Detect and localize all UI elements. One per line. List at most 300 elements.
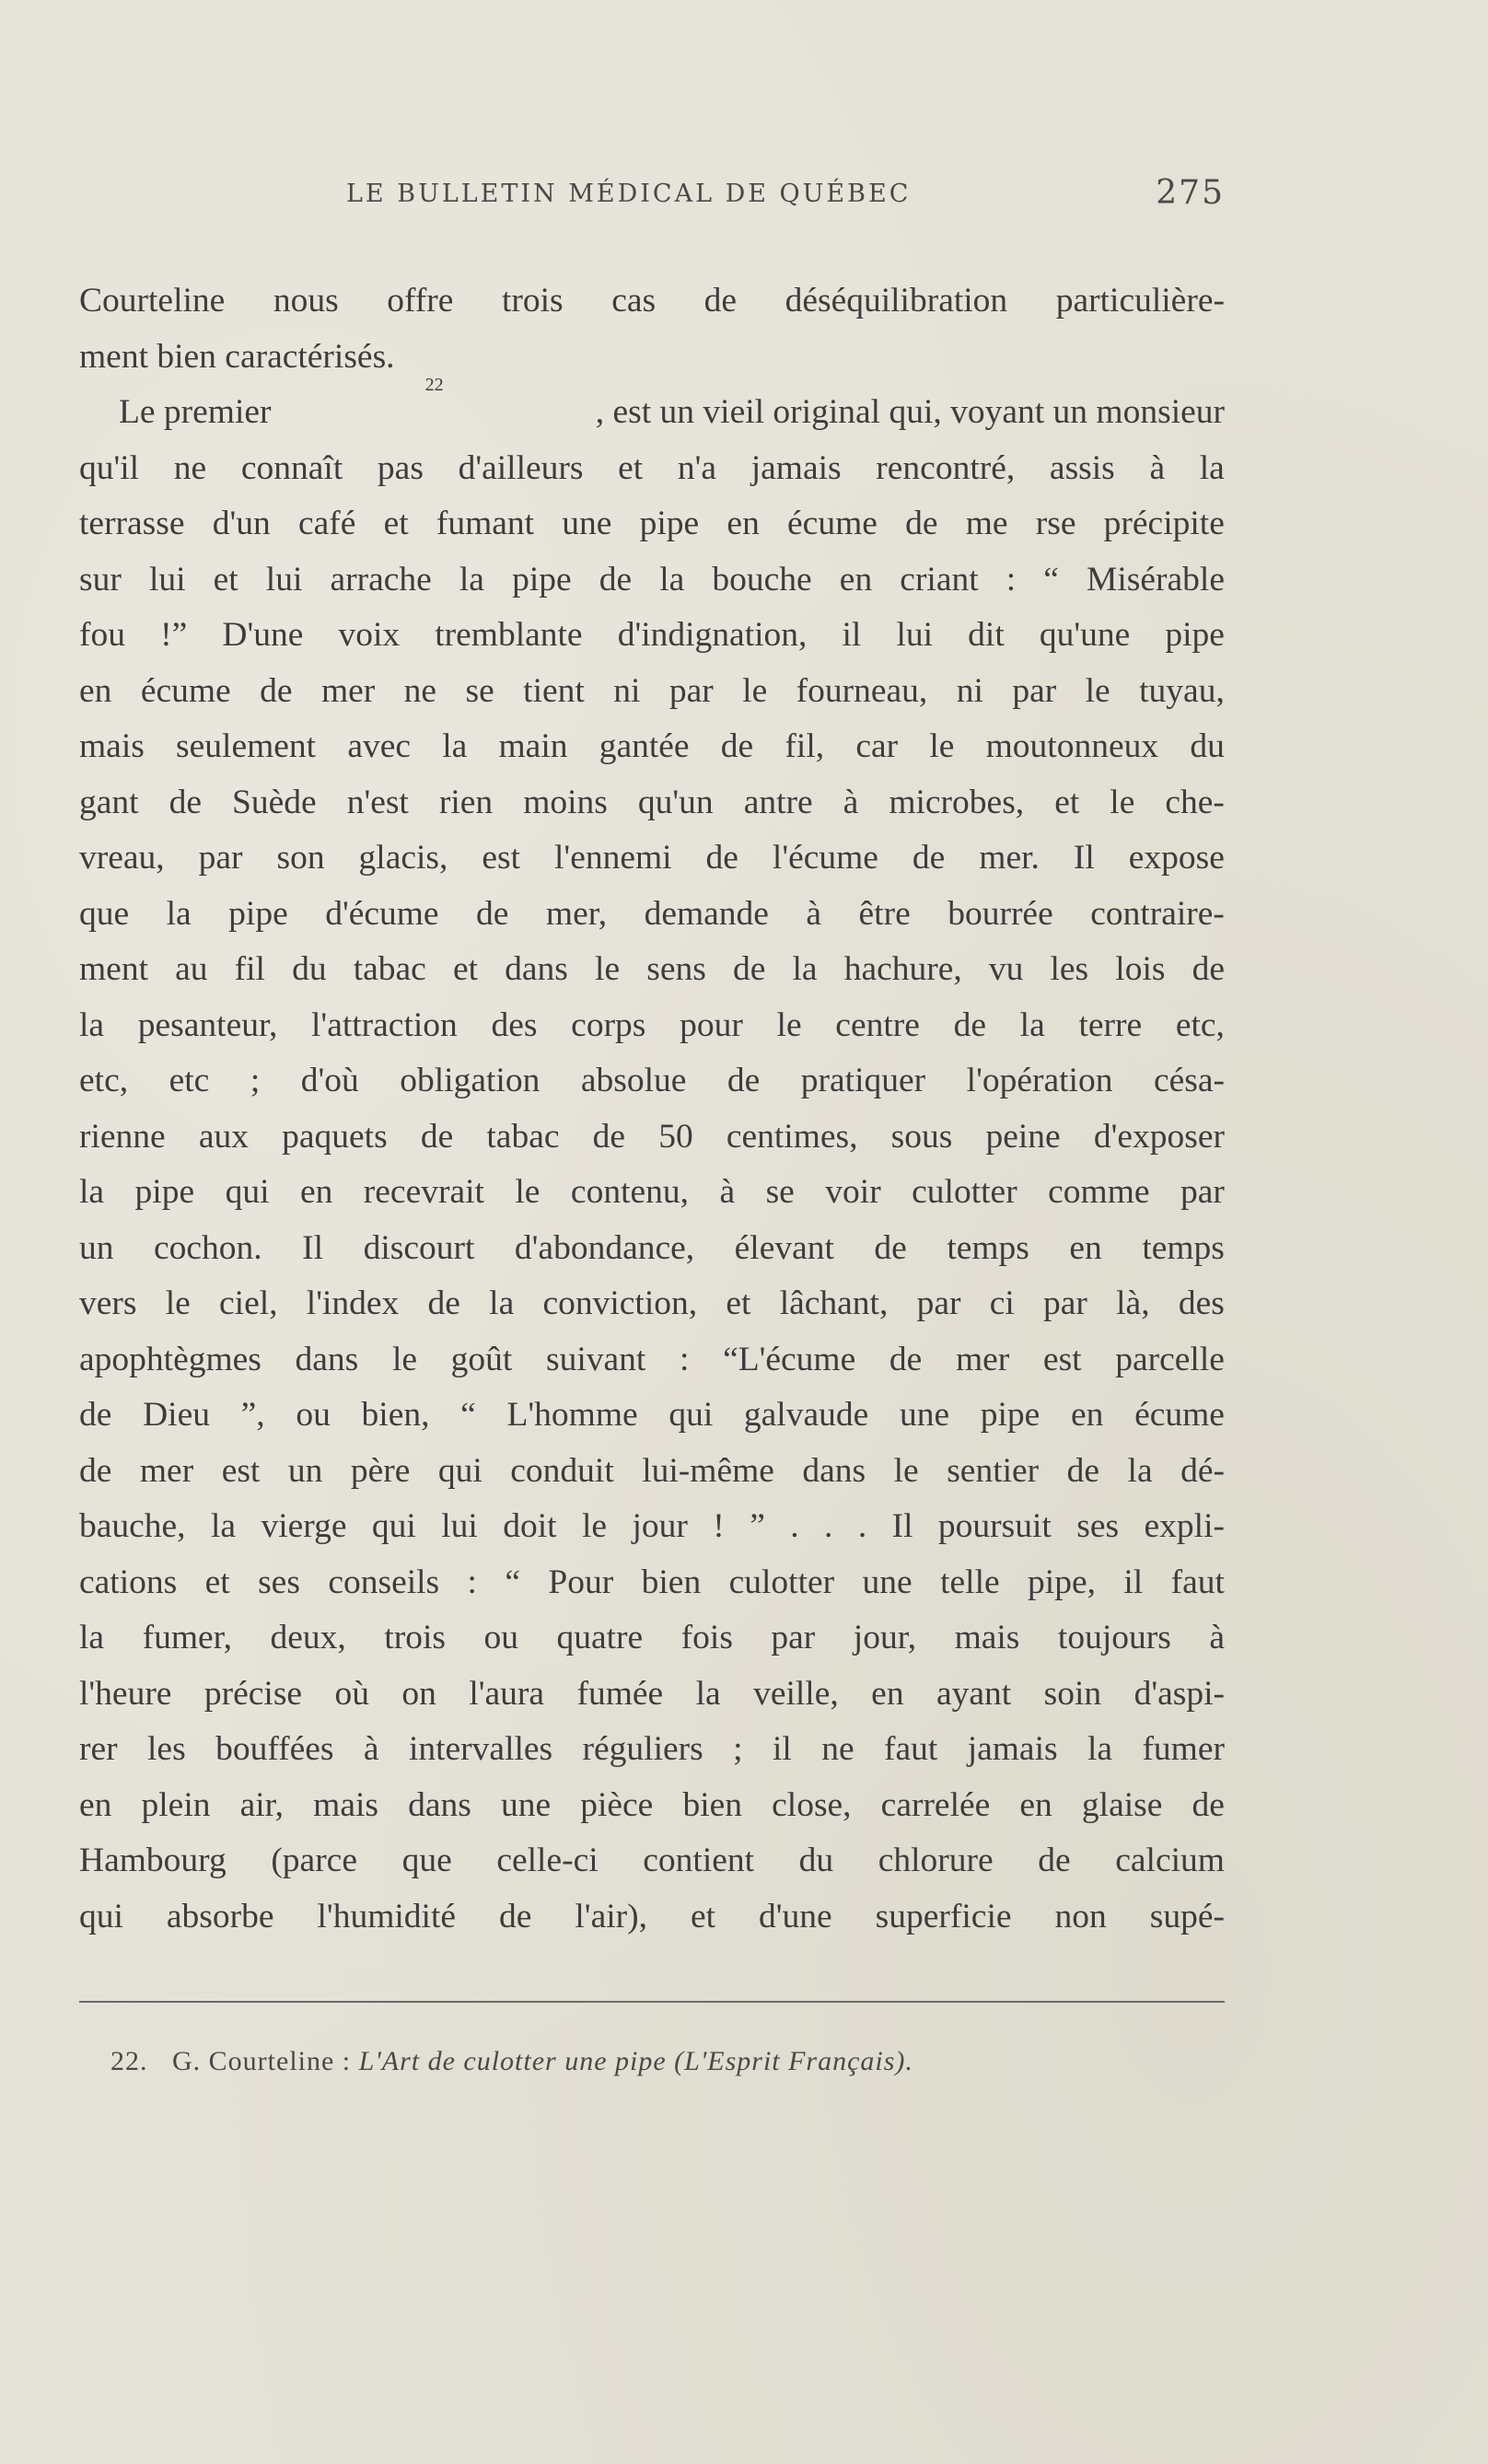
word: obligation xyxy=(400,1062,541,1099)
word: en xyxy=(1069,1228,1102,1267)
word: ni xyxy=(613,671,641,710)
word: une xyxy=(500,1785,552,1824)
word: à xyxy=(363,1730,379,1768)
text-line xyxy=(79,664,1225,720)
word: en xyxy=(727,505,760,542)
word: deux, xyxy=(270,1619,346,1656)
word: contient xyxy=(643,1842,755,1879)
word: et xyxy=(618,448,644,487)
word: moins xyxy=(523,783,608,821)
text-line xyxy=(79,1332,1225,1389)
word: connaît xyxy=(240,448,343,487)
word: bien xyxy=(682,1785,743,1824)
text-segment: , est un vieil original qui, voyant un monsieur xyxy=(595,393,1225,431)
word: un xyxy=(79,1228,114,1267)
word: en xyxy=(871,1674,904,1713)
word: de xyxy=(476,894,509,933)
word: le xyxy=(515,1173,541,1211)
word: à xyxy=(843,783,859,821)
word: des xyxy=(491,1005,538,1044)
word: élevant xyxy=(734,1228,834,1267)
word: d'une xyxy=(759,1897,832,1935)
word: de xyxy=(1192,950,1225,988)
word: il xyxy=(772,1730,792,1768)
word: jour xyxy=(632,1507,688,1545)
word: culotter xyxy=(912,1173,1017,1211)
word: intervalles xyxy=(408,1730,553,1768)
word: ”, xyxy=(240,1396,265,1434)
word: paquets xyxy=(282,1117,388,1156)
word: recevrait xyxy=(363,1173,484,1211)
word: ni xyxy=(956,671,983,710)
word: particulière- xyxy=(1055,282,1225,320)
word: mer, xyxy=(545,894,608,933)
word: ou xyxy=(296,1396,331,1434)
footnote-number: 22. xyxy=(110,2046,148,2076)
word: de xyxy=(592,1117,626,1156)
word: en xyxy=(299,1173,333,1211)
word: 50 xyxy=(658,1117,693,1156)
text-line xyxy=(79,1165,1225,1221)
word: qui xyxy=(668,1396,714,1434)
word: Suède xyxy=(232,783,317,821)
word: : xyxy=(679,1340,690,1378)
text-line xyxy=(79,719,1225,775)
word: cas xyxy=(611,282,657,320)
word: les xyxy=(147,1730,186,1768)
text-line xyxy=(79,1722,1225,1778)
word: le xyxy=(391,1340,418,1378)
word: fumer, xyxy=(142,1619,232,1656)
word: Pour xyxy=(548,1563,614,1601)
word: la xyxy=(166,894,192,933)
word: tremblante xyxy=(435,616,583,654)
word: à xyxy=(1149,448,1166,487)
footnote-divider xyxy=(79,2001,1225,2003)
word: conseils xyxy=(328,1563,440,1601)
word: mer xyxy=(139,1451,194,1490)
word: moutonneux xyxy=(985,727,1159,765)
word: pipe xyxy=(228,894,288,933)
word: seulement xyxy=(176,727,317,765)
word: goût xyxy=(450,1340,513,1378)
word: une xyxy=(562,505,612,542)
word: ; xyxy=(250,1062,261,1099)
word: en xyxy=(1071,1396,1104,1434)
word: se xyxy=(465,671,494,710)
word: de xyxy=(420,1117,454,1156)
footnote xyxy=(110,2046,913,2077)
word: fumant xyxy=(436,505,535,542)
word: antre xyxy=(743,783,813,821)
word: en xyxy=(1019,1785,1052,1824)
text-line xyxy=(79,1778,1225,1834)
word: vers xyxy=(79,1284,137,1322)
word: D'une xyxy=(222,616,304,654)
word: calcium xyxy=(1115,1842,1225,1879)
word: hachure, xyxy=(843,950,962,988)
word: la xyxy=(1199,448,1225,487)
text-line xyxy=(79,441,1225,497)
word: culotter xyxy=(728,1563,835,1601)
word: le xyxy=(595,950,621,988)
word: est xyxy=(221,1451,261,1490)
word: rienne xyxy=(79,1117,166,1156)
text-line-with-footnote-ref xyxy=(79,375,1225,441)
word: et xyxy=(726,1284,751,1322)
word: sens xyxy=(646,950,706,988)
word: pratiquer xyxy=(800,1062,926,1099)
word: fois xyxy=(680,1619,733,1656)
word: est xyxy=(1042,1340,1082,1378)
word: la xyxy=(210,1507,237,1545)
word: tabac xyxy=(486,1117,560,1156)
word: d'aspi- xyxy=(1133,1674,1225,1713)
word: là, xyxy=(1116,1284,1150,1322)
footnote-reference: 22 xyxy=(424,375,444,395)
word: ou xyxy=(483,1619,518,1656)
word: centre xyxy=(835,1005,920,1044)
footnote-work-title: L'Art de culotter une pipe xyxy=(358,2046,667,2076)
word: mais xyxy=(313,1785,378,1824)
word: du xyxy=(292,950,327,988)
word: il xyxy=(842,616,862,654)
word: on xyxy=(401,1674,436,1713)
word: corps xyxy=(571,1005,646,1044)
word: rien xyxy=(438,783,494,821)
word: Il xyxy=(1073,839,1095,877)
word: rer xyxy=(79,1730,118,1768)
word: de xyxy=(1038,1842,1071,1879)
word: ment xyxy=(79,950,148,988)
footnote-source: (L'Esprit Français). xyxy=(674,2046,913,2076)
word: d'exposer xyxy=(1093,1117,1225,1156)
word: close, xyxy=(772,1785,852,1824)
word: se xyxy=(765,1173,795,1211)
word: jamais xyxy=(967,1730,1058,1768)
word: que xyxy=(79,894,130,933)
word: de xyxy=(732,950,766,988)
word: poursuit xyxy=(937,1507,1052,1545)
word: rse xyxy=(1035,505,1076,542)
text-line xyxy=(79,273,1225,330)
text-segment: Le premier xyxy=(119,393,272,431)
word: glacis, xyxy=(358,839,448,877)
word: par xyxy=(198,839,243,877)
text-line xyxy=(79,1444,1225,1500)
word: de xyxy=(874,1228,907,1267)
word: rencontré, xyxy=(876,448,1016,487)
word: ses xyxy=(1076,1507,1120,1545)
word: qu'un xyxy=(637,783,714,821)
word: l'ennemi xyxy=(554,839,672,877)
word: d'ailleurs xyxy=(458,448,584,487)
text-line xyxy=(79,608,1225,664)
word: écume xyxy=(787,505,878,542)
word: précise xyxy=(203,1674,303,1713)
word: écume xyxy=(140,671,231,710)
word: d'abondance, xyxy=(514,1228,695,1267)
word: par xyxy=(771,1619,816,1656)
word: mer. xyxy=(979,839,1040,877)
word: la xyxy=(489,1284,515,1322)
word: le xyxy=(893,1451,919,1490)
word: de xyxy=(953,1005,986,1044)
word: chlorure xyxy=(878,1842,994,1879)
word: supé- xyxy=(1149,1897,1225,1935)
word: l'aura xyxy=(469,1674,545,1713)
word: tuyau, xyxy=(1139,671,1225,710)
word: Courteline xyxy=(79,282,226,320)
word: de xyxy=(720,727,754,765)
word: pièce xyxy=(580,1785,654,1824)
word: toujours xyxy=(1057,1619,1171,1656)
word: les xyxy=(1050,950,1089,988)
word: de xyxy=(889,1340,923,1378)
word: de xyxy=(499,1897,532,1935)
word: ” xyxy=(750,1507,765,1545)
word: sur xyxy=(79,560,122,599)
word: mais xyxy=(954,1619,1020,1656)
word: en xyxy=(79,1785,112,1824)
word: de xyxy=(705,839,738,877)
word: main xyxy=(498,727,568,765)
word: pesanteur, xyxy=(137,1005,278,1044)
word: air, xyxy=(239,1785,285,1824)
word: et xyxy=(1054,783,1080,821)
word: l'heure xyxy=(79,1674,172,1713)
word: vu xyxy=(988,950,1024,988)
word: l'opération xyxy=(966,1062,1113,1099)
footnote-author: G. Courteline : xyxy=(172,2046,352,2076)
word: : xyxy=(1006,560,1017,599)
word: tabac xyxy=(353,950,426,988)
word: la xyxy=(695,1674,721,1713)
word: microbes, xyxy=(889,783,1025,821)
word: glaise xyxy=(1081,1785,1163,1824)
text-line xyxy=(79,1667,1225,1723)
word: qui xyxy=(225,1173,270,1211)
word: pipe xyxy=(980,1396,1040,1434)
word: . xyxy=(790,1507,799,1545)
word: superficie xyxy=(875,1897,1012,1935)
word: déséquilibration xyxy=(785,282,1008,320)
word: une xyxy=(862,1563,913,1601)
word: d'indignation, xyxy=(617,616,808,654)
word: écume xyxy=(1134,1396,1225,1434)
word: absolue xyxy=(580,1062,687,1099)
word: “ xyxy=(1043,560,1059,599)
word: etc, xyxy=(1175,1005,1225,1044)
word: et xyxy=(204,1563,230,1601)
word: de xyxy=(79,1451,112,1490)
word: de xyxy=(1192,1785,1225,1824)
word: ses xyxy=(258,1563,300,1601)
word: dans xyxy=(505,950,568,988)
word: en xyxy=(839,560,873,599)
word: où xyxy=(334,1674,369,1713)
word: bien, xyxy=(361,1396,430,1434)
word: d'où xyxy=(300,1062,359,1099)
text-line xyxy=(79,1221,1225,1277)
word: contraire- xyxy=(1090,894,1225,933)
text-line xyxy=(79,887,1225,943)
word: père xyxy=(350,1451,411,1490)
word: fil xyxy=(234,950,265,988)
word: galvaude xyxy=(743,1396,869,1434)
text-line xyxy=(79,1610,1225,1667)
word: des xyxy=(1178,1284,1225,1322)
word: de xyxy=(169,783,202,821)
word: faut xyxy=(1170,1563,1225,1601)
word: ! xyxy=(713,1507,725,1545)
word: etc, xyxy=(79,1062,129,1099)
word: qu'il xyxy=(79,448,140,487)
word: une xyxy=(899,1396,950,1434)
word: et xyxy=(383,505,409,542)
word: suivant xyxy=(546,1340,646,1378)
word: expose xyxy=(1128,839,1225,877)
word: expli- xyxy=(1144,1507,1225,1545)
word: lâchant, xyxy=(779,1284,889,1322)
word: d'écume xyxy=(325,894,439,933)
word: est xyxy=(482,839,521,877)
text-line xyxy=(79,1110,1225,1166)
word: de xyxy=(912,839,946,877)
word: parcelle xyxy=(1115,1340,1225,1378)
word: il xyxy=(1123,1563,1144,1601)
word: dans xyxy=(802,1451,866,1490)
word: fou xyxy=(79,616,125,654)
word: temps xyxy=(947,1228,1029,1267)
word: la xyxy=(1019,1005,1045,1044)
word: la xyxy=(442,727,468,765)
word: centimes, xyxy=(726,1117,858,1156)
word: de xyxy=(599,560,633,599)
word: fumée xyxy=(576,1674,664,1713)
word: que xyxy=(401,1842,452,1879)
word: dé- xyxy=(1180,1451,1225,1490)
word: conviction, xyxy=(542,1284,698,1322)
word: carrelée xyxy=(880,1785,991,1824)
word: mer xyxy=(320,671,376,710)
word: pipe xyxy=(134,1173,195,1211)
word: apophtègmes xyxy=(79,1340,262,1378)
word: ayant xyxy=(936,1674,1012,1713)
word: ci xyxy=(989,1284,1015,1322)
word: Il xyxy=(891,1507,913,1545)
text-line xyxy=(79,998,1225,1054)
word: le xyxy=(1110,783,1135,821)
word: nous xyxy=(273,282,339,320)
word: non xyxy=(1054,1897,1107,1935)
word: de xyxy=(905,505,938,542)
word: par xyxy=(916,1284,961,1322)
word: la xyxy=(659,560,685,599)
word: pipe xyxy=(512,560,572,599)
word: bouffées xyxy=(215,1730,334,1768)
word: voix xyxy=(338,616,401,654)
word: Dieu xyxy=(143,1396,210,1434)
word: temps xyxy=(1142,1228,1225,1267)
word: la xyxy=(79,1005,105,1044)
word: par xyxy=(1180,1173,1225,1211)
word: peine xyxy=(985,1117,1061,1156)
word: le xyxy=(581,1507,608,1545)
page-number: 275 xyxy=(1156,174,1225,212)
word: de xyxy=(1066,1451,1100,1490)
word: l'humidité xyxy=(317,1897,457,1935)
word: pas xyxy=(377,448,424,487)
word: comme xyxy=(1048,1173,1150,1211)
word: mais xyxy=(79,727,145,765)
word: la xyxy=(79,1619,105,1656)
word: ciel, xyxy=(219,1284,278,1322)
word: par xyxy=(668,671,714,710)
word: de xyxy=(727,1062,761,1099)
word: me xyxy=(965,505,1008,542)
word: réguliers xyxy=(582,1730,703,1768)
word: Misérable xyxy=(1087,560,1225,599)
word: Hambourg xyxy=(79,1842,227,1879)
word: par xyxy=(1012,671,1057,710)
text-line xyxy=(79,1555,1225,1611)
word: quatre xyxy=(556,1619,644,1656)
word: du xyxy=(798,1842,834,1879)
word: (parce xyxy=(271,1842,357,1879)
word: bien xyxy=(641,1563,702,1601)
word: aux xyxy=(198,1117,249,1156)
running-title: LE BULLETIN MÉDICAL DE QUÉBEC xyxy=(346,180,912,208)
word: offre xyxy=(387,282,454,320)
word: l'index xyxy=(306,1284,400,1322)
word: lui xyxy=(265,560,303,599)
word: veille, xyxy=(753,1674,839,1713)
word: lois xyxy=(1115,950,1166,988)
word: demande xyxy=(644,894,769,933)
word: à xyxy=(719,1173,736,1211)
word: bourrée xyxy=(947,894,1053,933)
word: qui xyxy=(371,1507,416,1545)
word: contenu, xyxy=(570,1173,690,1211)
word: cations xyxy=(79,1563,178,1601)
word: l'attraction xyxy=(311,1005,458,1044)
word: son xyxy=(276,839,325,877)
word: l'écume xyxy=(772,839,878,877)
word: qui xyxy=(79,1897,123,1935)
word: trois xyxy=(384,1619,446,1656)
word: criant xyxy=(900,560,979,599)
word: fumer xyxy=(1142,1730,1225,1768)
word: sentier xyxy=(947,1451,1040,1490)
word: de xyxy=(260,671,293,710)
word: vierge xyxy=(261,1507,347,1545)
word: fil, xyxy=(785,727,825,765)
word: précipite xyxy=(1103,505,1225,542)
word: à xyxy=(1209,1619,1225,1656)
word: cochon. xyxy=(154,1228,262,1267)
word: doit xyxy=(503,1507,557,1545)
word: assis xyxy=(1049,448,1115,487)
word: un xyxy=(287,1451,323,1490)
word: “ xyxy=(505,1563,521,1601)
word: car xyxy=(855,727,899,765)
text-line xyxy=(79,1276,1225,1332)
word: être xyxy=(858,894,911,933)
word: et xyxy=(213,560,238,599)
word: !” xyxy=(160,616,188,654)
running-header xyxy=(79,174,1225,226)
